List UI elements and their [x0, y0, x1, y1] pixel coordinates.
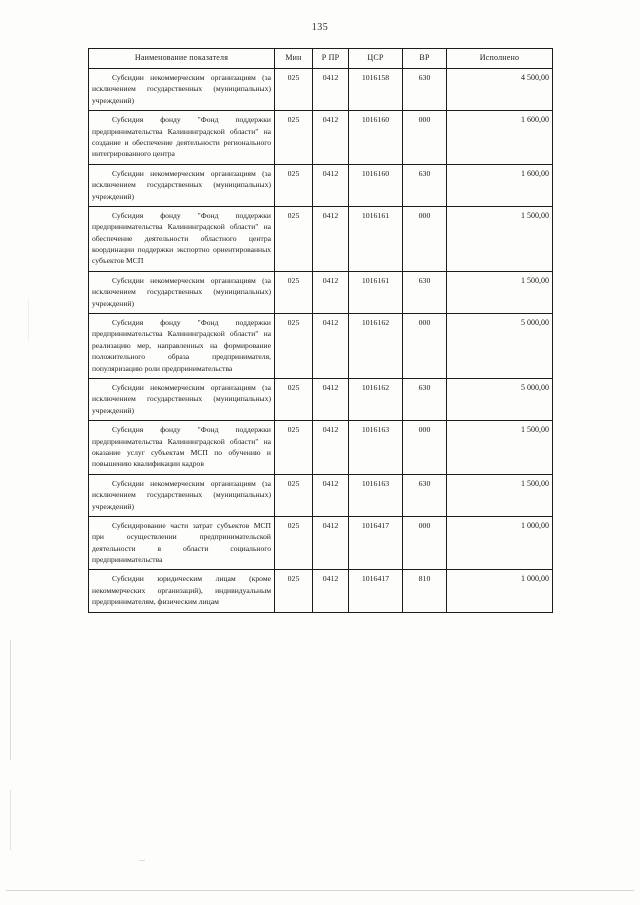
- cell-min: 025: [275, 69, 313, 111]
- cell-vr: 000: [403, 206, 447, 271]
- table-header-row: [89, 49, 553, 69]
- cell-csr: 1016163: [349, 474, 403, 516]
- cell-executed: 5 000,00: [447, 314, 553, 379]
- column-header-rpr: Р ПР: [313, 49, 349, 69]
- cell-rpr: 0412: [313, 314, 349, 379]
- cell-vr: 630: [403, 164, 447, 206]
- cell-rpr: 0412: [313, 516, 349, 570]
- cell-vr: 000: [403, 516, 447, 570]
- cell-rpr: 0412: [313, 474, 349, 516]
- cell-name: Субсидирование части затрат субъектов МСП при осуществлении предпринимательской деятельности в области социального предпринимательства: [89, 516, 275, 570]
- column-header-csr: ЦСР: [349, 49, 403, 69]
- budget-table-container: [88, 48, 552, 613]
- budget-table: [88, 48, 553, 613]
- cell-min: 025: [275, 516, 313, 570]
- table-row: [89, 421, 553, 475]
- cell-csr: 1016417: [349, 570, 403, 612]
- cell-name: Субсидии юридическим лицам (кроме некоммерческих организаций), индивидуальным предпринимателям, физическим лицам: [89, 570, 275, 612]
- cell-rpr: 0412: [313, 378, 349, 420]
- cell-min: 025: [275, 378, 313, 420]
- table-row: [89, 69, 553, 111]
- cell-name: Субсидия фонду "Фонд поддержки предпринимательства Калининградской области" на обеспечение деятельности областного центра координации поддержки экспортно ориентированных субъектов МСП: [89, 206, 275, 271]
- scan-artifact: [28, 300, 29, 340]
- cell-name: Субсидия фонду "Фонд поддержки предпринимательства Калининградской области" на создание и обеспечение деятельности регионального интегрированного центра: [89, 111, 275, 165]
- cell-executed: 4 500,00: [447, 69, 553, 111]
- scan-artifact: [10, 640, 11, 760]
- scan-artifact: [10, 790, 11, 850]
- table-row: [89, 111, 553, 165]
- page-number: 135: [311, 22, 329, 33]
- cell-vr: 000: [403, 421, 447, 475]
- table-row: [89, 378, 553, 420]
- table-header: [89, 49, 553, 69]
- cell-csr: 1016158: [349, 69, 403, 111]
- cell-rpr: 0412: [313, 271, 349, 313]
- table-row: [89, 271, 553, 313]
- cell-min: 025: [275, 570, 313, 612]
- cell-min: 025: [275, 474, 313, 516]
- cell-executed: 5 000,00: [447, 378, 553, 420]
- cell-executed: 1 500,00: [447, 206, 553, 271]
- cell-vr: 630: [403, 69, 447, 111]
- table-body: [89, 69, 553, 613]
- cell-csr: 1016160: [349, 164, 403, 206]
- cell-vr: 630: [403, 474, 447, 516]
- scan-artifact: [139, 860, 145, 861]
- cell-rpr: 0412: [313, 421, 349, 475]
- cell-executed: 1 500,00: [447, 271, 553, 313]
- cell-min: 025: [275, 314, 313, 379]
- cell-name: Субсидия фонду "Фонд поддержки предпринимательства Калининградской области" на оказание услуг субъектам МСП по обучению и повышению квалификации кадров: [89, 421, 275, 475]
- cell-min: 025: [275, 421, 313, 475]
- page-bottom-edge: [6, 890, 634, 891]
- table-row: [89, 474, 553, 516]
- cell-csr: 1016162: [349, 314, 403, 379]
- cell-rpr: 0412: [313, 570, 349, 612]
- column-header-executed: Исполнено: [447, 49, 553, 69]
- cell-name: Субсидии некоммерческим организациям (за исключением государственных (муниципальных) учреждений): [89, 69, 275, 111]
- cell-executed: 1 500,00: [447, 474, 553, 516]
- cell-name: Субсидии некоммерческим организациям (за исключением государственных (муниципальных) учреждений): [89, 378, 275, 420]
- cell-name: Субсидии некоммерческим организациям (за исключением государственных (муниципальных) учреждений): [89, 271, 275, 313]
- cell-rpr: 0412: [313, 111, 349, 165]
- table-row: [89, 164, 553, 206]
- cell-name: Субсидия фонду "Фонд поддержки предпринимательства Калининградской области" на реализацию мер, направленных на формирование положительного образа предпринимателя, популяризацию роли предпринимательства: [89, 314, 275, 379]
- table-row: [89, 516, 553, 570]
- cell-csr: 1016162: [349, 378, 403, 420]
- cell-min: 025: [275, 206, 313, 271]
- column-header-vr: ВР: [403, 49, 447, 69]
- column-header-min: Мин: [275, 49, 313, 69]
- cell-executed: 1 000,00: [447, 516, 553, 570]
- cell-executed: 1 500,00: [447, 421, 553, 475]
- cell-csr: 1016161: [349, 271, 403, 313]
- cell-executed: 1 600,00: [447, 164, 553, 206]
- cell-min: 025: [275, 271, 313, 313]
- cell-csr: 1016160: [349, 111, 403, 165]
- cell-min: 025: [275, 164, 313, 206]
- cell-name: Субсидии некоммерческим организациям (за исключением государственных (муниципальных) учреждений): [89, 164, 275, 206]
- cell-vr: 630: [403, 378, 447, 420]
- cell-csr: 1016161: [349, 206, 403, 271]
- table-row: [89, 314, 553, 379]
- cell-rpr: 0412: [313, 69, 349, 111]
- cell-min: 025: [275, 111, 313, 165]
- cell-csr: 1016417: [349, 516, 403, 570]
- cell-vr: 000: [403, 314, 447, 379]
- cell-rpr: 0412: [313, 206, 349, 271]
- cell-vr: 810: [403, 570, 447, 612]
- cell-csr: 1016163: [349, 421, 403, 475]
- cell-executed: 1 000,00: [447, 570, 553, 612]
- cell-name: Субсидии некоммерческим организациям (за исключением государственных (муниципальных) учреждений): [89, 474, 275, 516]
- cell-executed: 1 600,00: [447, 111, 553, 165]
- column-header-name: Наименование показателя: [89, 49, 275, 69]
- cell-vr: 630: [403, 271, 447, 313]
- table-row: [89, 206, 553, 271]
- table-row: [89, 570, 553, 612]
- cell-rpr: 0412: [313, 164, 349, 206]
- cell-vr: 000: [403, 111, 447, 165]
